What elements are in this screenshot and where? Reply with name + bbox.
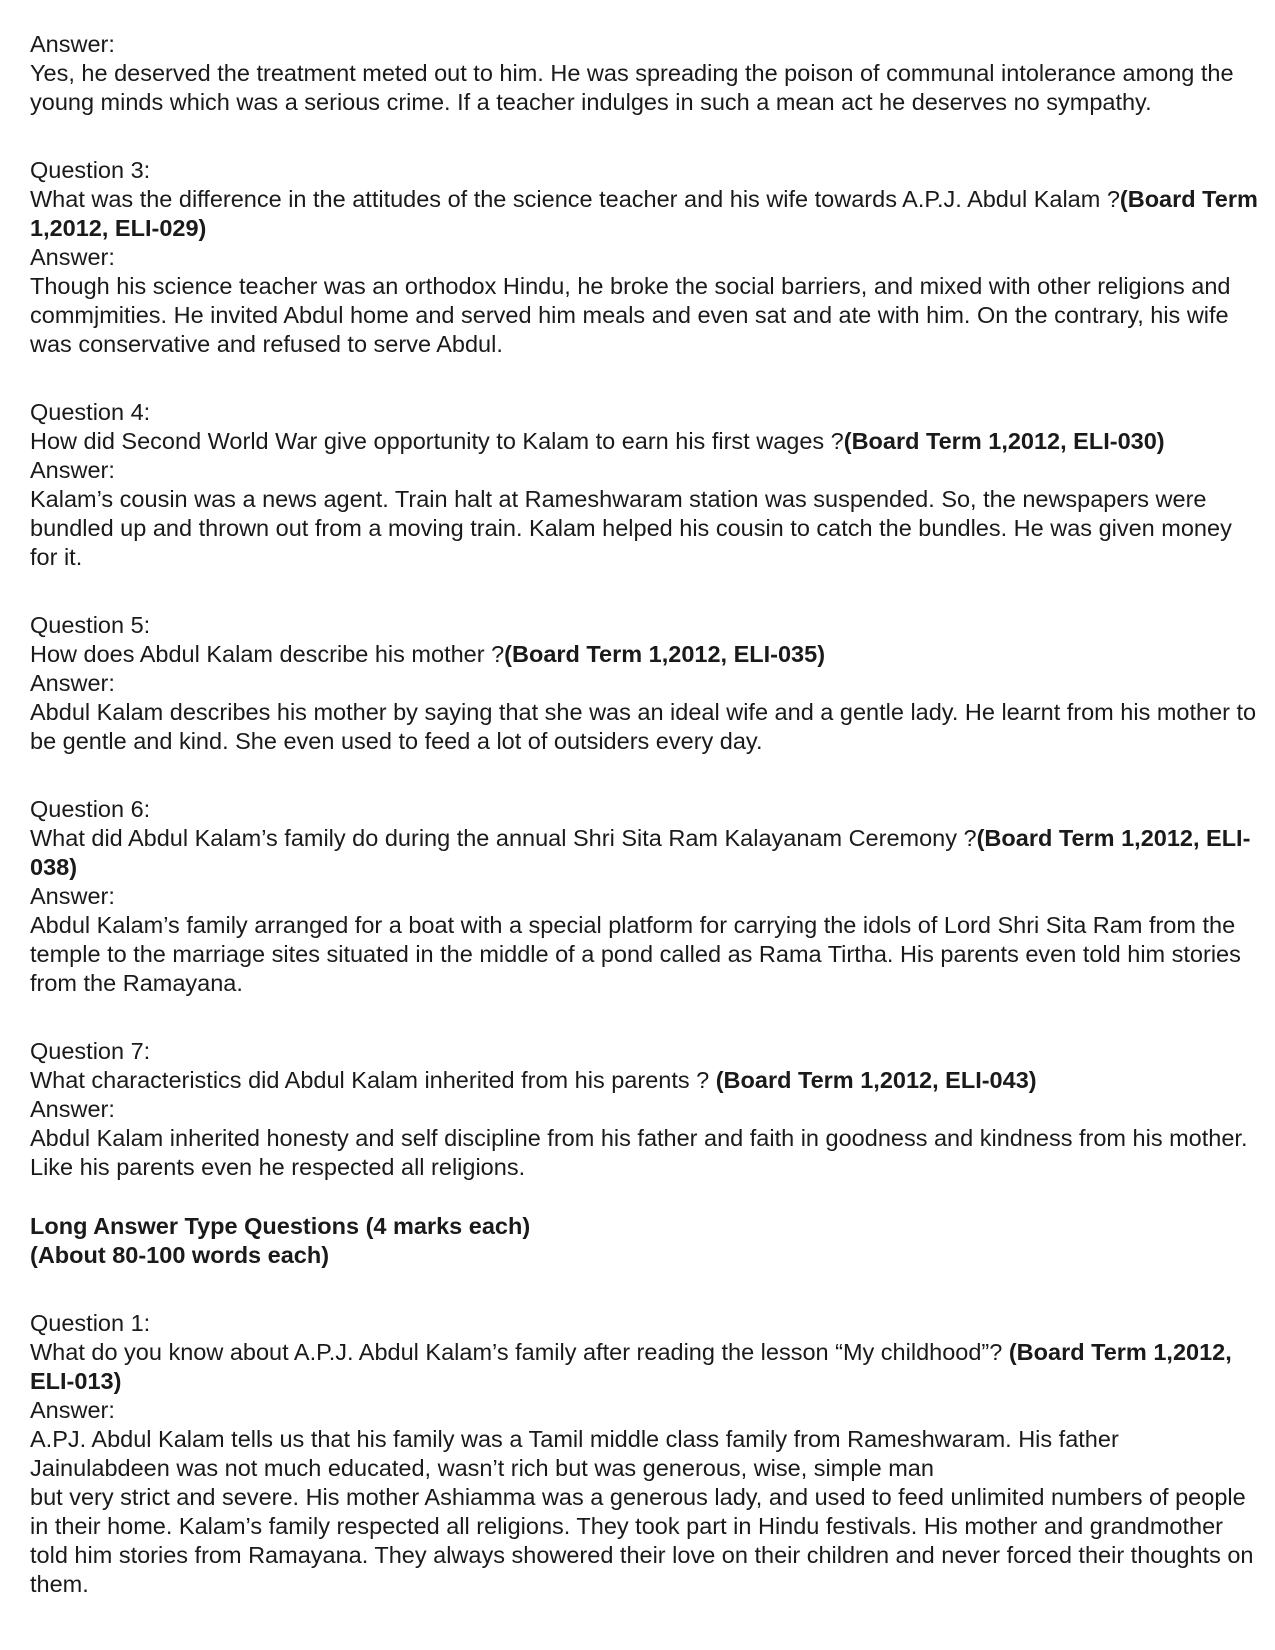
- question-label: Question 4:: [30, 399, 151, 425]
- spacer: [30, 117, 1260, 156]
- question-block-3: [30, 156, 1260, 359]
- board-reference: (Board Term 1,2012, ELI-038): [30, 825, 1251, 880]
- question-text: [30, 185, 1260, 243]
- long-question-block-1: [30, 1309, 1260, 1599]
- question-block-6: [30, 795, 1260, 998]
- board-reference: (Board Term 1,2012, ELI-030): [843, 428, 1165, 454]
- question-text: [30, 427, 1260, 456]
- answer-text: Kalam’s cousin was a news agent. Train halt at Rameshwaram station was suspended. So, the newspapers were bundled up and thrown out from a moving train. Kalam helped his cousin to catch the bundles. He was given money for it.: [30, 486, 1232, 570]
- board-reference: (Board Term 1,2012, ELI-029): [30, 186, 1258, 241]
- question-body: How does Abdul Kalam describe his mother ?: [30, 641, 505, 667]
- question-body: What was the difference in the attitudes of the science teacher and his wife towards A.P.J. Abdul Kalam ?: [30, 186, 1120, 212]
- question-body: What do you know about A.P.J. Abdul Kalam’s family after reading the lesson “My childhood”?: [30, 1339, 1009, 1365]
- question-body: What did Abdul Kalam’s family do during the annual Shri Sita Ram Kalayanam Ceremony ?: [30, 825, 977, 851]
- answer-text-line1: A.PJ. Abdul Kalam tells us that his family was a Tamil middle class family from Rameshwaram. His father Jainulabdeen was not much educated, wasn’t rich but was generous, wise, simple man: [30, 1426, 1119, 1481]
- answer-text: Abdul Kalam’s family arranged for a boat with a special platform for carrying the idols of Lord Shri Sita Ram from the temple to the marriage sites situated in the middle of a pond called as Rama Tirtha. His parents even told him stories from the Ramayana.: [30, 912, 1241, 996]
- question-block-5: [30, 611, 1260, 756]
- spacer: [30, 998, 1260, 1037]
- answer-label: Answer:: [30, 1096, 115, 1122]
- question-label: Question 5:: [30, 612, 151, 638]
- section-heading-title: Long Answer Type Questions (4 marks each): [30, 1213, 531, 1239]
- section-heading: [30, 1212, 1260, 1270]
- document-page: [30, 30, 1260, 1599]
- board-reference: (Board Term 1,2012, ELI-035): [504, 641, 826, 667]
- board-reference: (Board Term 1,2012, ELI-013): [30, 1339, 1232, 1394]
- question-label: Question 6:: [30, 796, 151, 822]
- question-label: Question 3:: [30, 157, 151, 183]
- question-text: [30, 1338, 1260, 1396]
- answer-text: Abdul Kalam inherited honesty and self discipline from his father and faith in goodness and kindness from his mother. Like his parents even he respected all religions.: [30, 1125, 1248, 1180]
- section-heading-subtitle: (About 80-100 words each): [30, 1242, 330, 1268]
- question-label: Question 7:: [30, 1038, 151, 1064]
- spacer: [30, 572, 1260, 611]
- answer-text: Abdul Kalam describes his mother by saying that she was an ideal wife and a gentle lady. He learnt from his mother to be gentle and kind. She even used to feed a lot of outsiders every day.: [30, 699, 1257, 754]
- answer-text-line2: but very strict and severe. His mother Ashiamma was a generous lady, and used to feed unlimited numbers of people in their home. Kalam’s family respected all religions. They took part in Hindu festivals. His mother and grandmother told him stories from Ramayana. They always showered their love on their children and never forced their thoughts on them.: [30, 1484, 1254, 1597]
- question-block-4: [30, 398, 1260, 572]
- answer-label: Answer:: [30, 31, 115, 57]
- answer-label: Answer:: [30, 670, 115, 696]
- answer-text: Yes, he deserved the treatment meted out to him. He was spreading the poison of communal intolerance among the young minds which was a serious crime. If a teacher indulges in such a mean act he deserves no sympathy.: [30, 60, 1234, 115]
- spacer: [30, 359, 1260, 398]
- answer-label: Answer:: [30, 883, 115, 909]
- spacer: [30, 756, 1260, 795]
- question-body: What characteristics did Abdul Kalam inherited from his parents ?: [30, 1067, 716, 1093]
- board-reference: (Board Term 1,2012, ELI-043): [715, 1067, 1037, 1093]
- question-text: [30, 824, 1260, 882]
- answer-label: Answer:: [30, 244, 115, 270]
- answer-label: Answer:: [30, 1397, 115, 1423]
- answer-label: Answer:: [30, 457, 115, 483]
- answer-block-q2: [30, 30, 1260, 117]
- spacer: [30, 1182, 1260, 1212]
- question-text: [30, 1066, 1260, 1095]
- question-label: Question 1:: [30, 1310, 151, 1336]
- question-block-7: [30, 1037, 1260, 1182]
- question-text: [30, 640, 1260, 669]
- answer-text: Though his science teacher was an orthodox Hindu, he broke the social barriers, and mixed with other religions and commjmities. He invited Abdul home and served him meals and even sat and ate with him. On the contrary, his wife was conservative and refused to serve Abdul.: [30, 273, 1231, 357]
- question-body: How did Second World War give opportunity to Kalam to earn his first wages ?: [30, 428, 844, 454]
- spacer: [30, 1270, 1260, 1309]
